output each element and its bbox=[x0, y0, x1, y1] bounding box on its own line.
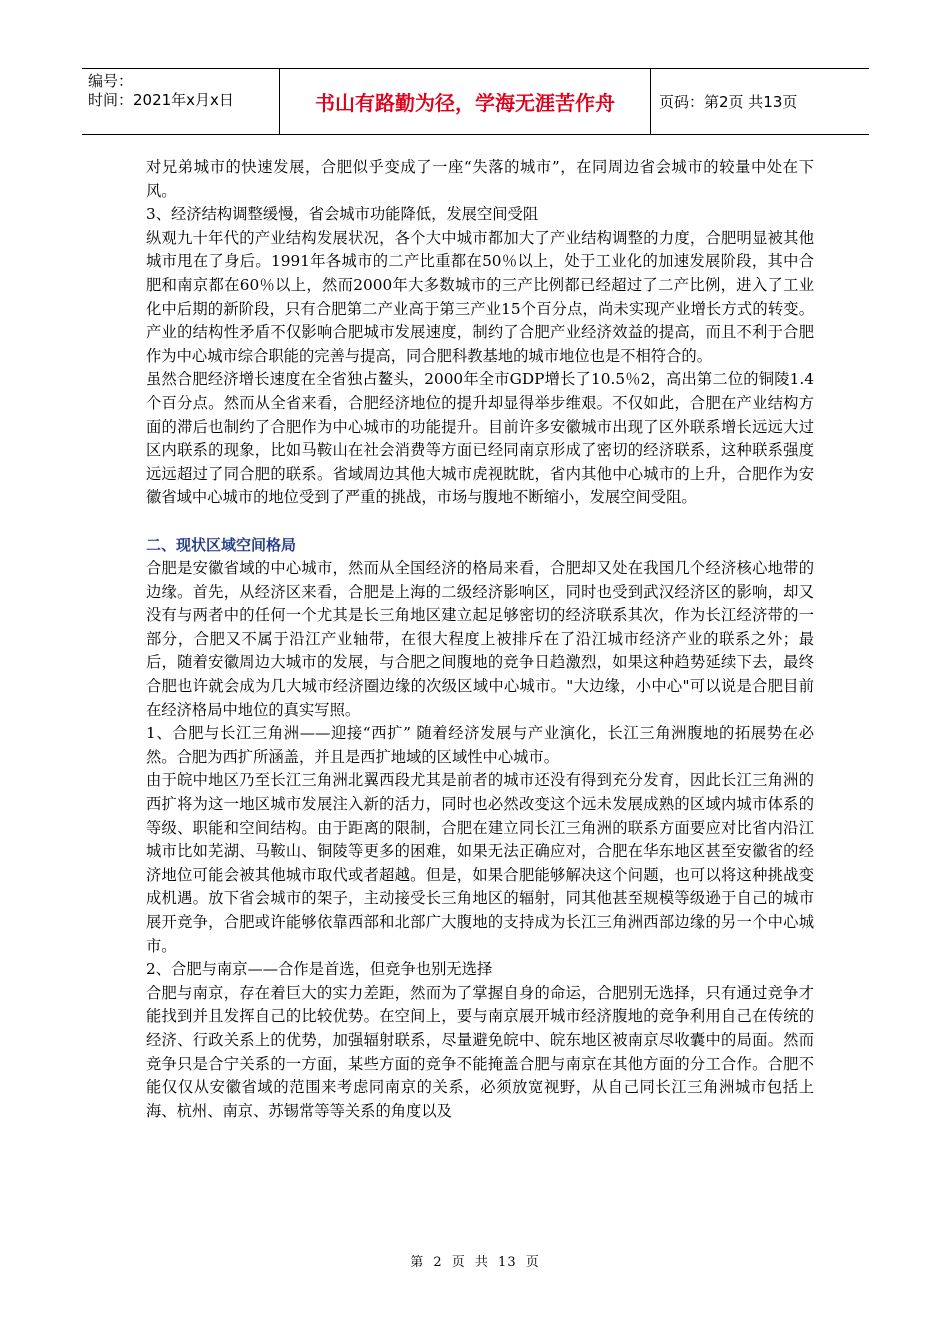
paragraph: 纵观九十年代的产业结构发展状况，各个大中城市都加大了产业结构调整的力度，合肥明显被其他城市甩在了身后。1991年各城市的二产比重都在50％以上，处于工业化的加速发展阶段，其中合肥和南京都在60％以上，然而2000年大多数城市的三产比例都已经超过了二产比例，进入了工业化中后期的新阶段，只有合肥第二产业高于第三产业15个百分点，尚未实现产业增长方式的转变。产业的结构性矛盾不仅影响合肥城市发展速度，制约了合肥产业经济效益的提高，而且不利于合肥作为中心城市综合职能的完善与提高，同合肥科教基地的城市地位也是不相符合的。 bbox=[146, 228, 814, 365]
paragraph: 对兄弟城市的快速发展，合肥似乎变成了一座“失落的城市”，在同周边省会城市的较量中处在下风。 bbox=[146, 158, 814, 200]
document-body bbox=[146, 156, 814, 1123]
paragraph: 虽然合肥经济增长速度在全省独占鳌头，2000年全市GDP增长了10.5％2，高出第二位的铜陵1.4个百分点。然而从全省来看，合肥经济地位的提升却显得举步维艰。不仅如此，合肥在产业结构方面的滞后也制约了合肥作为中心城市的功能提升。目前许多安徽城市出现了区外联系增长远远大过区内联系的现象，比如马鞍山在社会消费等方面已经同南京形成了密切的经济联系，这种联系强度远远超过了同合肥的联系。省域周边其他大城市虎视眈眈，省内其他中心城市的上升，合肥作为安徽省域中心城市的地位受到了严重的挑战，市场与腹地不断缩小，发展空间受阻。 bbox=[146, 370, 814, 507]
page-header bbox=[82, 68, 869, 135]
header-meta bbox=[82, 69, 279, 134]
subsection-title: 1、合肥与长江三角洲——迎接“西扩” 随着经济发展与产业演化，长江三角洲腹地的拓展势在必然。合肥为西扩所涵盖，并且是西扩地域的区域性中心城市。 bbox=[146, 724, 814, 766]
time-label: 时间：2021年x月x日 bbox=[88, 91, 234, 109]
paragraph: 合肥是安徽省域的中心城市，然而从全国经济的格局来看，合肥却又处在我国几个经济核心地带的边缘。首先，从经济区来看，合肥是上海的二级经济影响区，同时也受到武汉经济区的影响，却又没有与两者中的任何一个尤其是长三角地区建立起足够密切的经济联系其次，作为长江经济带的一部分，合肥又不属于沿江产业轴带，在很大程度上被排斥在了沿江城市经济产业的联系之外；最后，随着安徽周边大城市的发展，与合肥之间腹地的竞争日趋激烈，如果这种趋势延续下去，最终合肥也许就会成为几大城市经济圈边缘的次级区域中心城市。"大边缘，小中心"可以说是合肥目前在经济格局中地位的真实写照。 bbox=[146, 559, 814, 719]
section-heading: 二、现状区域空间格局 bbox=[146, 535, 297, 554]
header-page-info: 页码：第2页 共13页 bbox=[659, 93, 798, 111]
paragraph: 由于皖中地区乃至长江三角洲北翼西段尤其是前者的城市还没有得到充分发育，因此长江三角洲的西扩将为这一地区城市发展注入新的活力，同时也必然改变这个远未发展成熟的区域内城市体系的等级、职能和空间结构。由于距离的限制，合肥在建立同长江三角洲的联系方面要应对比省内沿江城市比如芜湖、马鞍山、铜陵等更多的困难，如果无法正确应对，合肥在华东地区甚至安徽省的经济地位可能会被其他城市取代或者超越。但是，如果合肥能够解决这个问题，也可以将这种挑战变成机遇。放下省会城市的架子，主动接受长三角地区的辐射，同其他甚至规模等级逊于自己的城市展开竞争，合肥或许能够依靠西部和北部广大腹地的支持成为长江三角洲西部边缘的另一个中心城市。 bbox=[146, 771, 814, 955]
header-motto: 书山有路勤为径，学海无涯苦作舟 bbox=[279, 69, 651, 134]
subsection-title: 2、合肥与南京——合作是首选，但竞争也别无选择 bbox=[146, 960, 493, 979]
subsection-title: 3、经济结构调整缓慢，省会城市功能降低，发展空间受阻 bbox=[146, 205, 539, 224]
paragraph: 合肥与南京，存在着巨大的实力差距，然而为了掌握自身的命运，合肥别无选择，只有通过竞争才能找到并且发挥自己的比较优势。在空间上，要与南京展开城市经济腹地的竞争利用自己在传统的经济、行政关系上的优势，加强辐射联系，尽量避免皖中、皖东地区被南京尽收囊中的局面。然而竞争只是合宁关系的一方面，某些方面的竞争不能掩盖合肥与南京在其他方面的分工合作。合肥不能仅仅从安徽省域的范围来考虑同南京的关系，必须放宽视野，从自己同长江三角洲城市包括上海、杭州、南京、苏锡常等等关系的角度以及 bbox=[146, 983, 814, 1120]
page-footer: 第 2 页 共 13 页 bbox=[410, 1255, 540, 1270]
number-label: 编号： bbox=[88, 72, 134, 90]
